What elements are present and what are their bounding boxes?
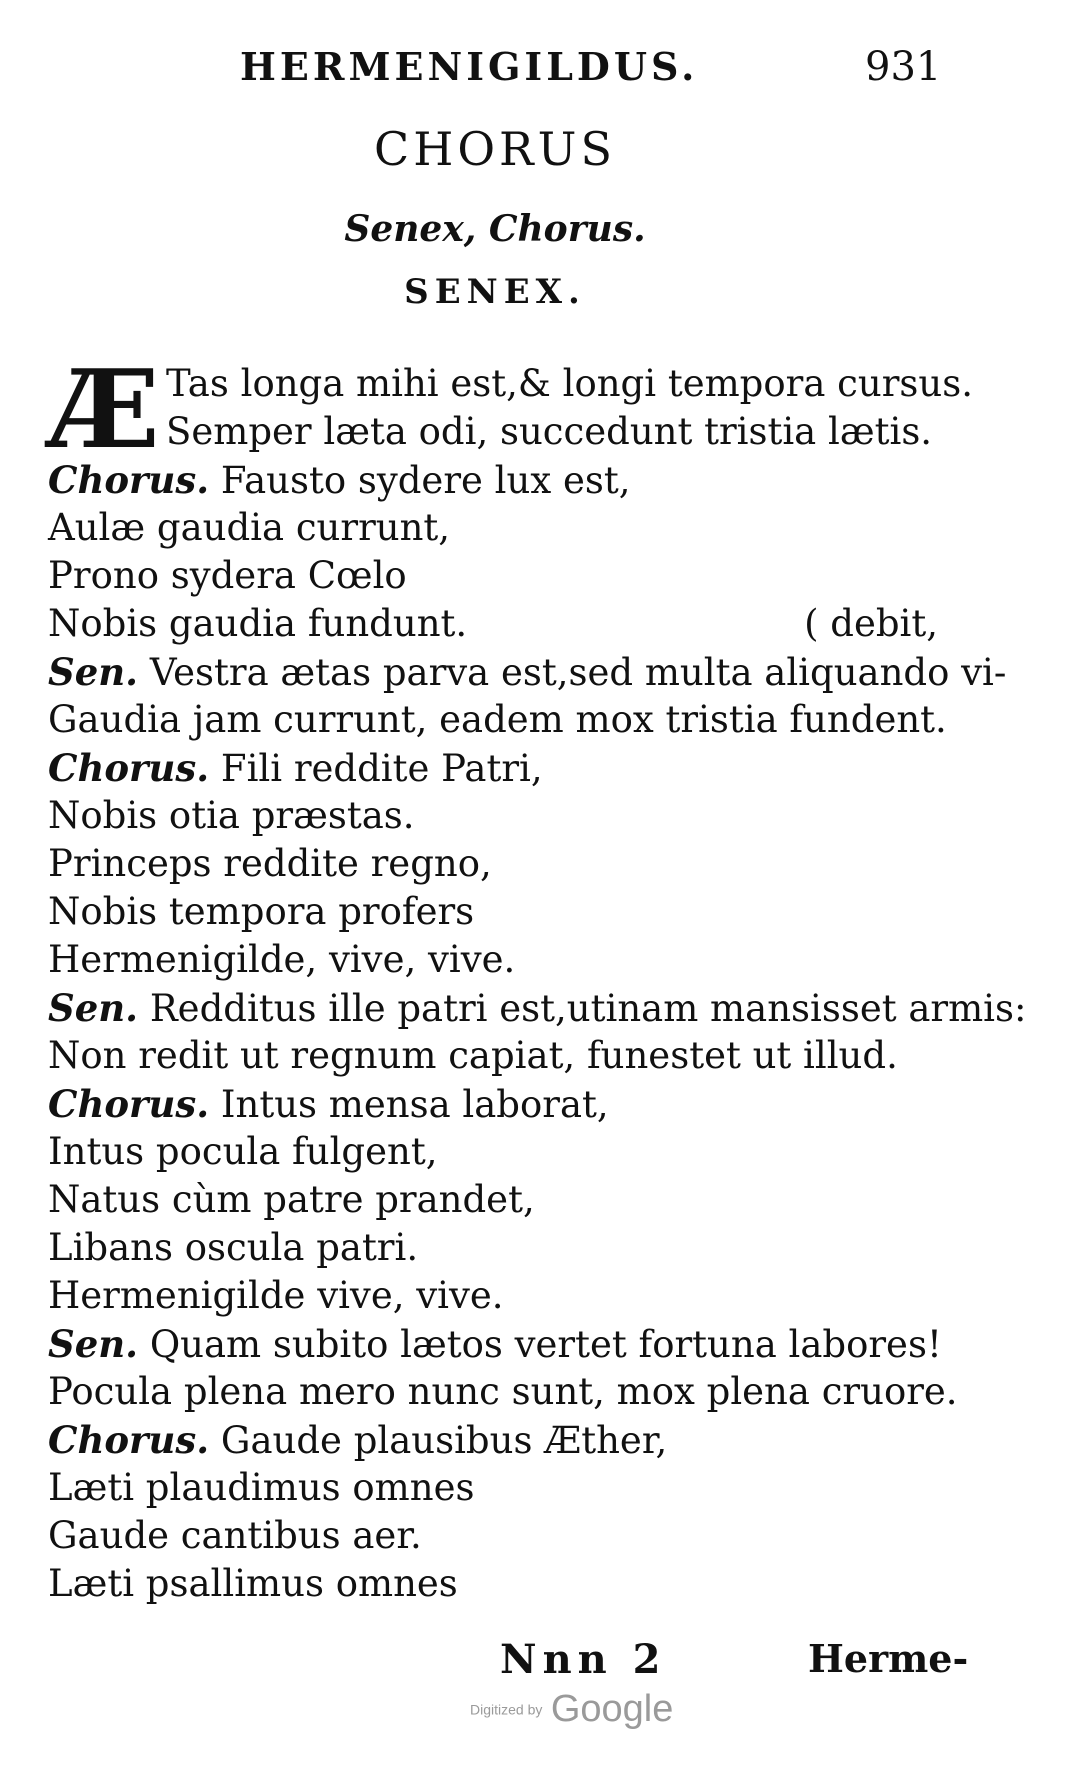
verse-line bbox=[48, 1080, 978, 1128]
verse-text: Fili reddite Patri, bbox=[220, 747, 543, 790]
watermark-brand: Google bbox=[550, 1688, 674, 1730]
verse-text: Non redit ut regnum capiat, funestet ut illud. bbox=[48, 1034, 898, 1077]
verse-line bbox=[48, 1512, 978, 1560]
verse-text: Redditus ille patri est,utinam mansisset armis: bbox=[149, 987, 1027, 1030]
verse-line bbox=[48, 552, 978, 600]
verse-text: Semper læta odi, succedunt tristia lætis. bbox=[166, 410, 933, 453]
verse-line bbox=[48, 408, 978, 456]
verse-line bbox=[48, 1560, 978, 1608]
page-number: 931 bbox=[865, 44, 942, 90]
verse-line bbox=[48, 504, 978, 552]
verse-text: Læti plaudimus omnes bbox=[48, 1466, 475, 1509]
verse-line bbox=[48, 984, 1027, 1032]
verse-line bbox=[48, 744, 978, 792]
verse-text: Aulæ gaudia currunt, bbox=[48, 506, 451, 549]
verse-text: Hermenigilde vive, vive. bbox=[48, 1274, 504, 1317]
verse-text: Prono sydera Cœlo bbox=[48, 554, 407, 597]
verse-block bbox=[48, 347, 1027, 1608]
verse-line bbox=[48, 360, 978, 408]
speaker-label: Chorus. bbox=[48, 458, 210, 502]
verse-text: Nobis tempora profers bbox=[48, 890, 475, 933]
speaker-heading: SENEX. bbox=[404, 272, 586, 312]
verse-text: Intus mensa laborat, bbox=[220, 1083, 609, 1126]
speaker-label: Chorus. bbox=[48, 1082, 210, 1126]
signature-mark: Nnn 2 bbox=[500, 1636, 667, 1683]
verse-line bbox=[48, 648, 1007, 696]
verse-line bbox=[48, 936, 978, 984]
speaker-label: Sen. bbox=[48, 1322, 139, 1366]
verse-line bbox=[48, 1416, 978, 1464]
verse-text: Princeps reddite regno, bbox=[48, 842, 492, 885]
verse-line bbox=[48, 1224, 978, 1272]
verse-line bbox=[48, 1272, 978, 1320]
speaker-label: Chorus. bbox=[48, 1418, 210, 1462]
verse-text: Hermenigilde, vive, vive. bbox=[48, 938, 516, 981]
verse-line bbox=[48, 1128, 978, 1176]
speaker-label: Sen. bbox=[48, 650, 139, 694]
verse-line bbox=[48, 1320, 978, 1368]
verse-line bbox=[48, 1176, 978, 1224]
verse-line bbox=[48, 696, 978, 744]
verse-text: Vestra ætas parva est,sed multa aliquando vi- bbox=[149, 651, 1007, 694]
verse-text: Nobis otia præstas. bbox=[48, 794, 415, 837]
speaker-label: Sen. bbox=[48, 986, 139, 1030]
running-head: HERMENIGILDUS. bbox=[240, 44, 699, 89]
dramatis-personae: Senex, Chorus. bbox=[344, 208, 646, 250]
verse-text: Natus cùm patre prandet, bbox=[48, 1178, 535, 1221]
verse-line bbox=[48, 1464, 978, 1512]
catchword: Herme- bbox=[808, 1636, 969, 1681]
drop-cap: Æ bbox=[48, 347, 160, 473]
verse-text: Gaudia jam currunt, eadem mox tristia fundent. bbox=[48, 698, 947, 741]
verse-text: Libans oscula patri. bbox=[48, 1226, 419, 1269]
verse-line bbox=[48, 456, 978, 504]
verse-text: Nobis gaudia fundunt. bbox=[48, 602, 468, 645]
verse-line bbox=[48, 840, 978, 888]
verse-text: Gaude cantibus aer. bbox=[48, 1514, 422, 1557]
verse-line bbox=[48, 792, 978, 840]
verse-text: Gaude plausibus Æther, bbox=[220, 1419, 668, 1462]
verse-text: Læti psallimus omnes bbox=[48, 1562, 458, 1605]
verse-line bbox=[48, 888, 978, 936]
digitized-watermark bbox=[470, 1688, 673, 1731]
speaker-label: Chorus. bbox=[48, 746, 210, 790]
verse-line bbox=[48, 600, 978, 648]
turnover-text: ( debit, bbox=[804, 602, 938, 645]
verse-text: Quam subito lætos vertet fortuna labores! bbox=[149, 1323, 942, 1366]
verse-line bbox=[48, 1368, 978, 1416]
verse-line bbox=[48, 1032, 978, 1080]
verse-text: Intus pocula fulgent, bbox=[48, 1130, 438, 1173]
verse-text: Tas longa mihi est,& longi tempora cursus. bbox=[166, 362, 973, 405]
verse-text: Fausto sydere lux est, bbox=[220, 459, 631, 502]
watermark-prefix: Digitized by bbox=[470, 1701, 543, 1718]
verse-text: Pocula plena mero nunc sunt, mox plena cruore. bbox=[48, 1370, 958, 1413]
section-title: CHORUS bbox=[374, 122, 616, 176]
